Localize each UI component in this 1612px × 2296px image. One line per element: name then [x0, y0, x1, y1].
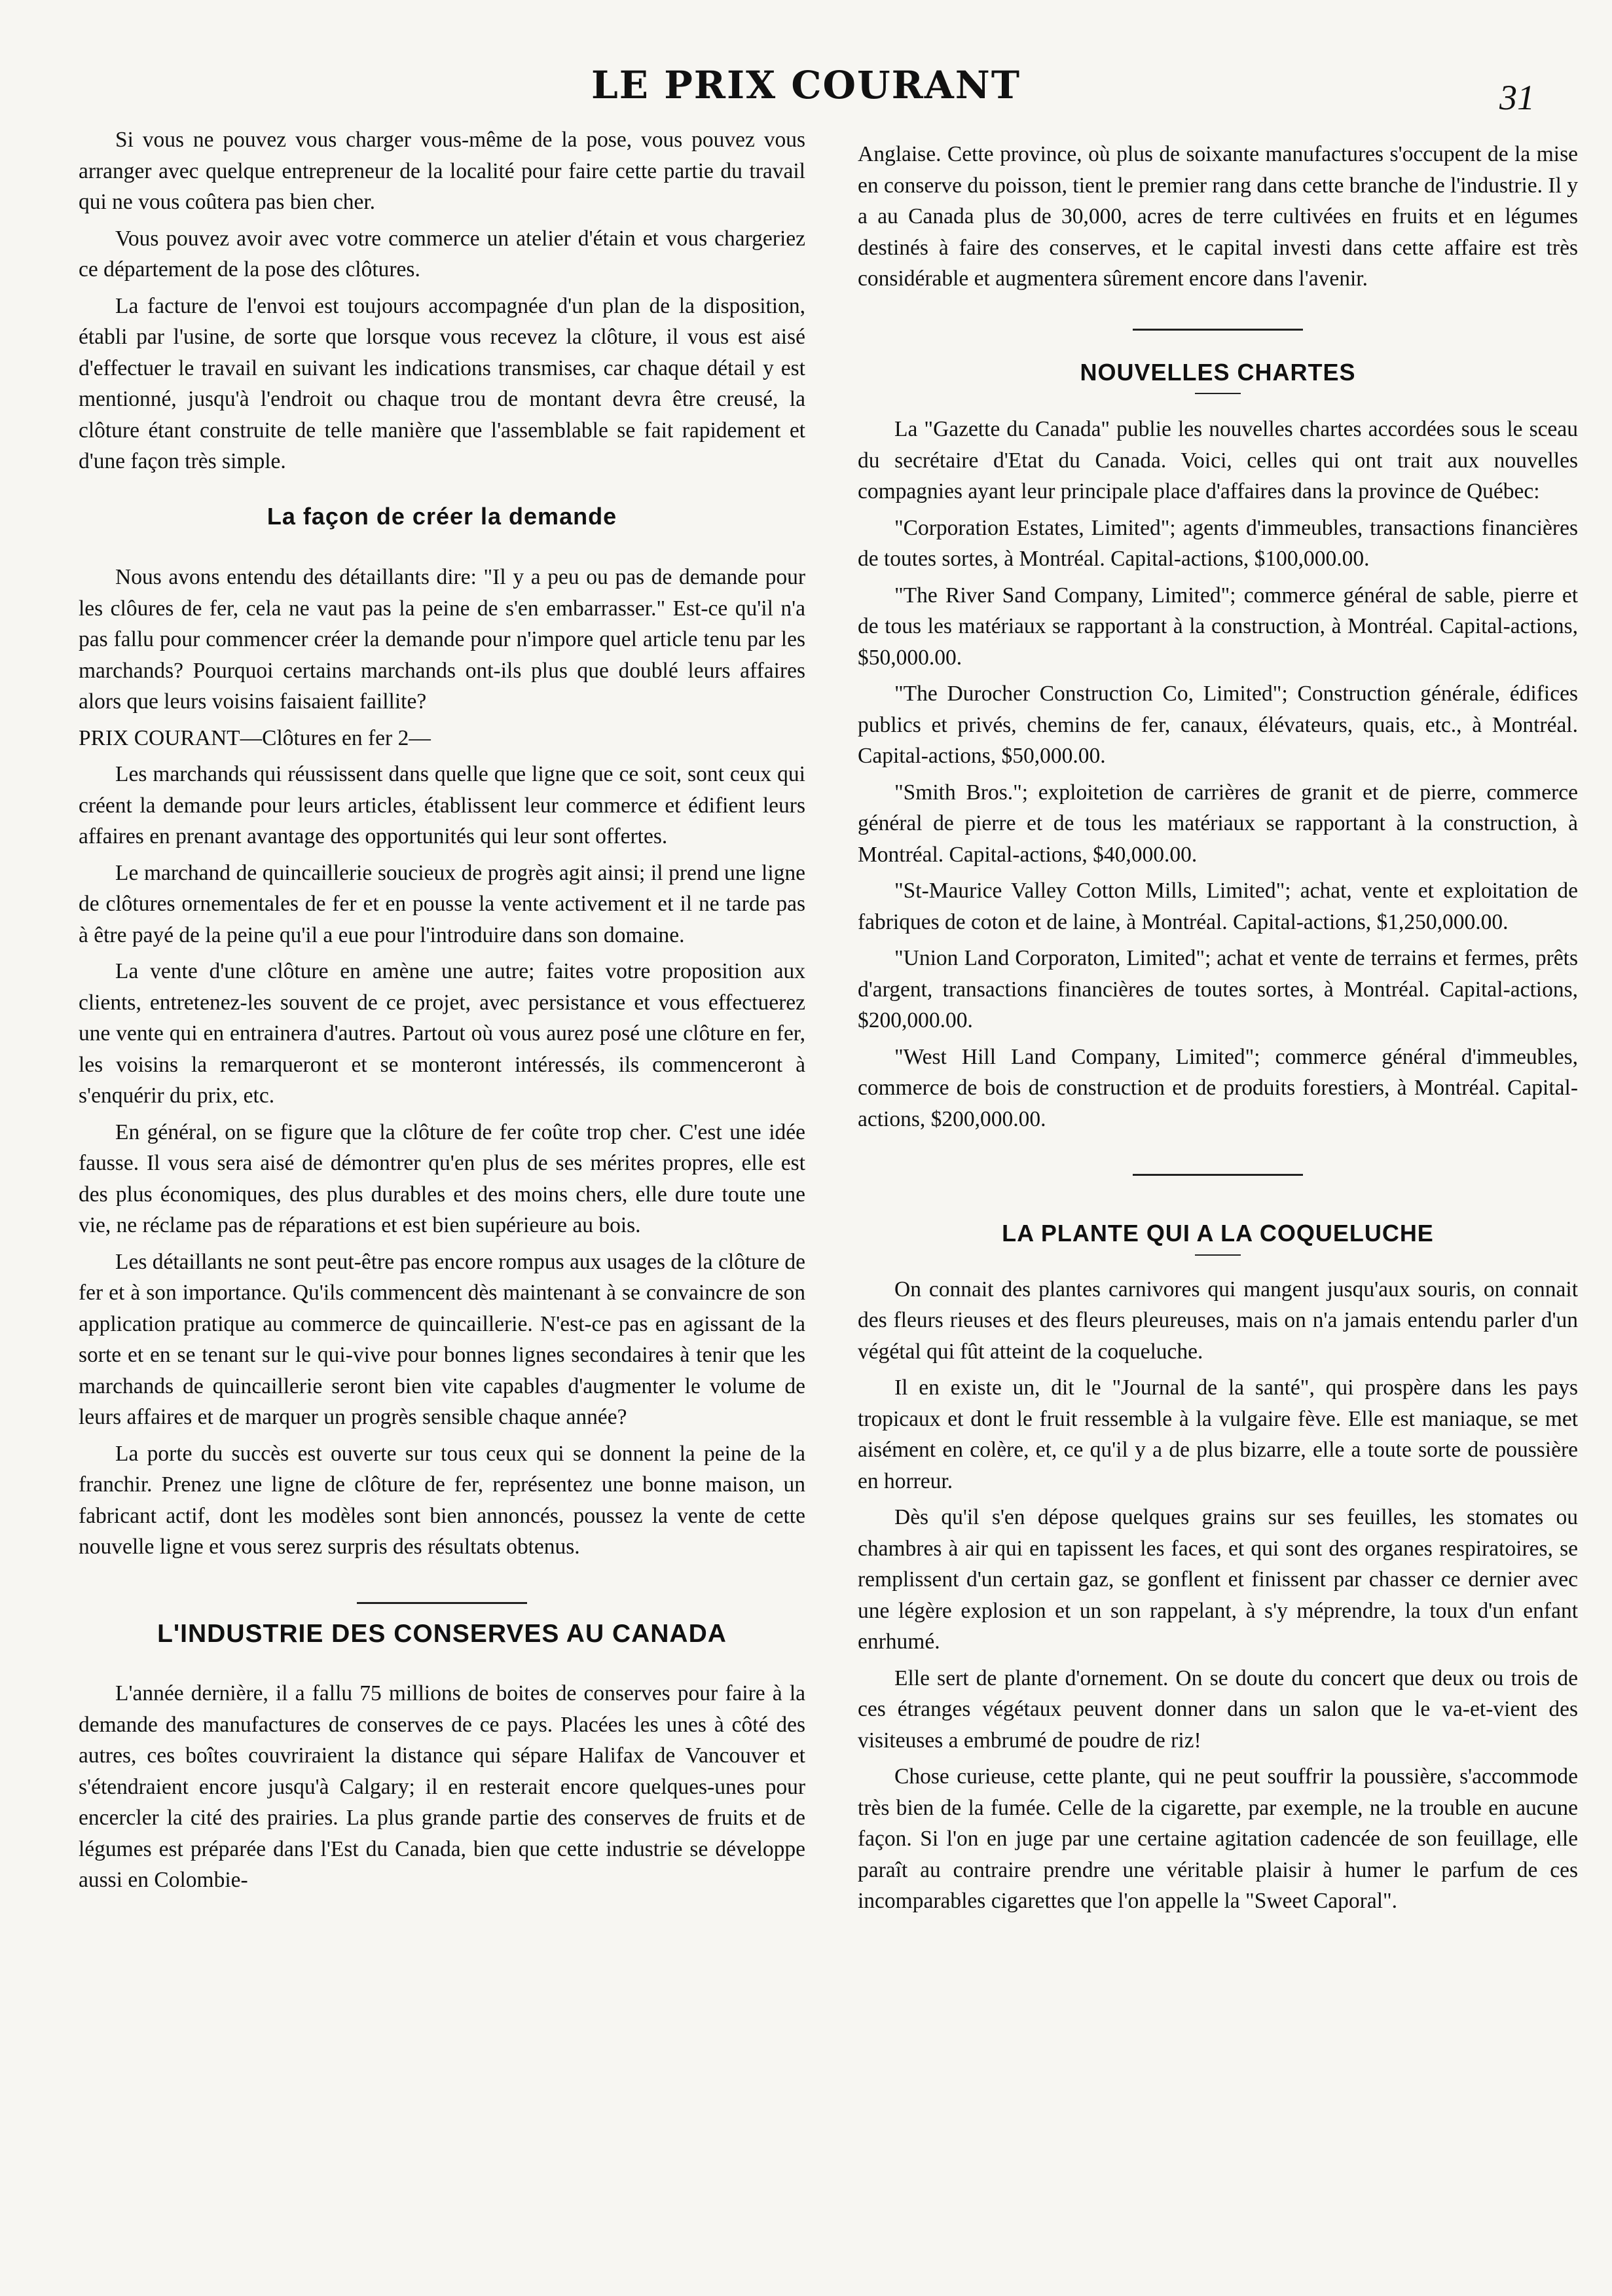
paragraph: La porte du succès est ouverte sur tous ceux qui se donnent la peine de la franchir. Prenez une ligne de clôture de fer, représentez une bonne maison, un fabricant actif, dont les modèles sont bien annoncés, poussez la vente de cette nouvelle ligne et vous serez surpris des résultats obtenus.: [79, 1441, 805, 1559]
section-heading-coqueluche: LA PLANTE QUI A LA COQUELUCHE: [1002, 1220, 1434, 1247]
charter-item: "Smith Bros."; exploitetion de carrières de granit et de pierre, commerce général de pierre et de tous les matériaux se rapportant à la construction, à Montréal. Capital-actions, $40,000.00.: [858, 780, 1578, 867]
paragraph: Vous pouvez avoir avec votre commerce un atelier d'étain et vous chargeriez ce département de la pose des clôtures.: [79, 226, 805, 282]
paragraph: Dès qu'il s'en dépose quelques grains sur ses feuilles, les stomates ou chambres à air qui en tapissent les faces, et qui sont des organes respiratoires, se remplissent d'un certain gaz, se gonflent et finissent par chasser ce dernier avec une légère explosion et un son rappelant, à s'y méprendre, la toux d'un enfant enrhumé.: [858, 1505, 1578, 1654]
section-divider: [357, 1602, 527, 1604]
charter-item: "Corporation Estates, Limited"; agents d'immeubles, transactions financières de toutes sortes, à Montréal. Capital-actions, $100,000.00.: [858, 515, 1578, 571]
paragraph-continuation: Anglaise. Cette province, où plus de soixante manufactures s'occupent de la mise en conserve du poisson, tient le premier rang dans cette branche de l'industrie. Il y a au Canada plus de 30,000, acres de terre cultivées en fruits et en légumes destinés à faire des conserves, et le capital investi dans cette affaire est très considérable et augmentera sûrement encore dans l'avenir.: [858, 142, 1579, 291]
charter-item: "The River Sand Company, Limited"; commerce général de sable, pierre et de tous les matériaux se rapportant à la construction, à Montréal. Capital-actions, $50,000.00.: [858, 583, 1578, 670]
paragraph: L'année dernière, il a fallu 75 millions de boites de conserves pour faire à la demande des manufactures de conserves de ce pays. Placées les unes à côté des autres, ces boîtes couvriraient la distance qui sépare Halifax de Vancouver et s'étendraient encore jusqu'à Calgary; il en resterait encore quelques-unes pour encercler la cité des prairies. La plus grande partie des conserves de fruits et de légumes est préparée dans l'Est du Canada, bien que cette industrie se développe aussi en Colombie-: [79, 1681, 805, 1892]
paragraph: La "Gazette du Canada" publie les nouvelles chartes accordées sous le sceau du secrétaire d'Etat du Canada. Voici, celles qui ont trait aux nouvelles compagnies ayant leur principale place d'affaires dans la province de Québec:: [858, 417, 1578, 503]
paragraph: La facture de l'envoi est toujours accompagnée d'un plan de la disposition, établi par l'usine, de sorte que lorsque vous recevez la clôture, il vous est aisé d'effectuer le travail en suivant les indications transmises, car chaque détail y est mentionné, jusqu'à l'endroit ou chaque trou de montant devra être creusé, la clôture étant construite de telle manière que l'assemblable se fait rapidement et d'une façon très simple.: [79, 293, 805, 473]
paragraph: Si vous ne pouvez vous charger vous-même de la pose, vous pouvez vous arranger avec quelque entrepreneur de la localité pour faire cette partie du travail qui ne vous coûtera pas bien cher.: [79, 128, 805, 214]
charter-item: "Union Land Corporaton, Limited"; achat et vente de terrains et fermes, prêts d'argent, transactions financières de toutes sortes, à Montréal. Capital-actions, $200,000.00.: [858, 946, 1578, 1032]
charter-item: "The Durocher Construction Co, Limited"; Construction générale, édifices publics et privés, chemins de fer, canaux, élévateurs, quais, etc., à Montréal. Capital-actions, $50,000.00.: [858, 682, 1578, 768]
paragraph: On connait des plantes carnivores qui mangent jusqu'aux souris, on connait des fleurs rieuses et des fleurs pleureuses, mais on n'a jamais entendu parler d'un végétal qui fût atteint de la coqueluche.: [858, 1277, 1578, 1364]
paragraph: Il en existe un, dit le "Journal de la santé", qui prospère dans les pays tropicaux et dont le fruit ressemble à la vulgaire fève. Elle est maniaque, se met aisément en colère, et, ce qu'il y a de plus bizarre, elle a toute sorte de poussière en horreur.: [858, 1376, 1578, 1493]
masthead-title: LE PRIX COURANT: [591, 63, 1021, 107]
section-heading-conserves: L'INDUSTRIE DES CONSERVES AU CANADA: [157, 1619, 727, 1648]
paragraph: Les détaillants ne sont peut-être pas encore rompus aux usages de la clôture de fer et à son importance. Qu'ils commencent dès maintenant à se convaincre de son application pratique au commerce de quincaillerie. N'est-ce pas en agissant de la sorte et en se tenant sur le qui-vive pour bonnes lignes secondaires à tenir que les marchands de quincaillerie seront bien vite capables d'augmenter le volume de leurs affaires et de marquer un progrès sensible chaque année?: [79, 1249, 805, 1429]
section-heading-demande: La façon de créer la demande: [266, 502, 617, 530]
paragraph: Elle sert de plante d'ornement. On se doute du concert que deux ou trois de ces étranges végétaux peuvent donner dans un salon que le va-et-vient des visiteuses a embrumé de poudre de riz!: [858, 1666, 1578, 1753]
paragraph: Chose curieuse, cette plante, qui ne peut souffrir la poussière, s'accommode très bien de la fumée. Celle de la cigarette, par exemple, ne la trouble en aucune façon. Si l'on en juge par une certaine agitation cadencée de son feuillage, elle paraît au contraire prendre une véritable plaisir à humer le parfum de ces incomparables cigarettes que l'on appelle la "Sweet Caporal".: [858, 1764, 1578, 1913]
paragraph: Les marchands qui réussissent dans quelle que ligne que ce soit, sont ceux qui créent la demande pour leurs articles, établissent leur commerce et édifient leurs affaires en prenant avantage des opportunités qui leur sont offertes.: [79, 762, 805, 848]
running-head: PRIX COURANT—Clôtures en fer 2—: [79, 725, 431, 750]
section-divider: [1133, 1174, 1303, 1176]
paragraph: Le marchand de quincaillerie soucieux de progrès agit ainsi; il prend une ligne de clôtures ornementales de fer et en pousse la vente activement et il ne tarde pas à être payé de la peine qu'il a eue pour l'introduire dans son domaine.: [79, 860, 805, 947]
paragraph: La vente d'une clôture en amène une autre; faites votre proposition aux clients, entretenez-les souvent de ce projet, avec persistance et vous effectuerez une vente qui en entrainera d'autres. Partout où vous aurez posé une clôture en fer, les voisins la remarqueront et se monteront intéressés, ils commenceront à s'enquérir du prix, etc.: [79, 959, 805, 1108]
paragraph: En général, on se figure que la clôture de fer coûte trop cher. C'est une idée fausse. Il vous sera aisé de démontrer qu'en plus de ses mérites propres, elle est des plus économiques, des plus durables et des moins chers, elle dure toute une vie, ne réclame pas de réparations et est bien supérieure au bois.: [79, 1120, 805, 1237]
paragraph: Nous avons entendu des détaillants dire: "Il y a peu ou pas de demande pour les clôures de fer, cela ne vaut pas la peine de s'en embarrasser." Est-ce qu'il n'a pas fallu pour commencer créer la demande pour n'impore quel article tenu par les marchands? Pourquoi certains marchands ont-ils plus que doublé leurs affaires alors que leurs voisins faisaient faillite?: [79, 565, 805, 714]
right-column: [858, 139, 1578, 1922]
page-number: 31: [1499, 78, 1535, 117]
charter-item: "West Hill Land Company, Limited"; commerce général d'immeubles, commerce de bois de construction et de produits forestiers, à Montréal. Capital-actions, $200,000.00.: [858, 1044, 1578, 1131]
section-divider: [1133, 329, 1303, 331]
left-column: [79, 124, 805, 1901]
section-heading-chartes: NOUVELLES CHARTES: [1080, 358, 1356, 386]
charter-item: "St-Maurice Valley Cotton Mills, Limited"; achat, vente et exploitation de fabriques de coton et de laine, à Montréal. Capital-actions, $1,250,000.00.: [858, 879, 1578, 934]
